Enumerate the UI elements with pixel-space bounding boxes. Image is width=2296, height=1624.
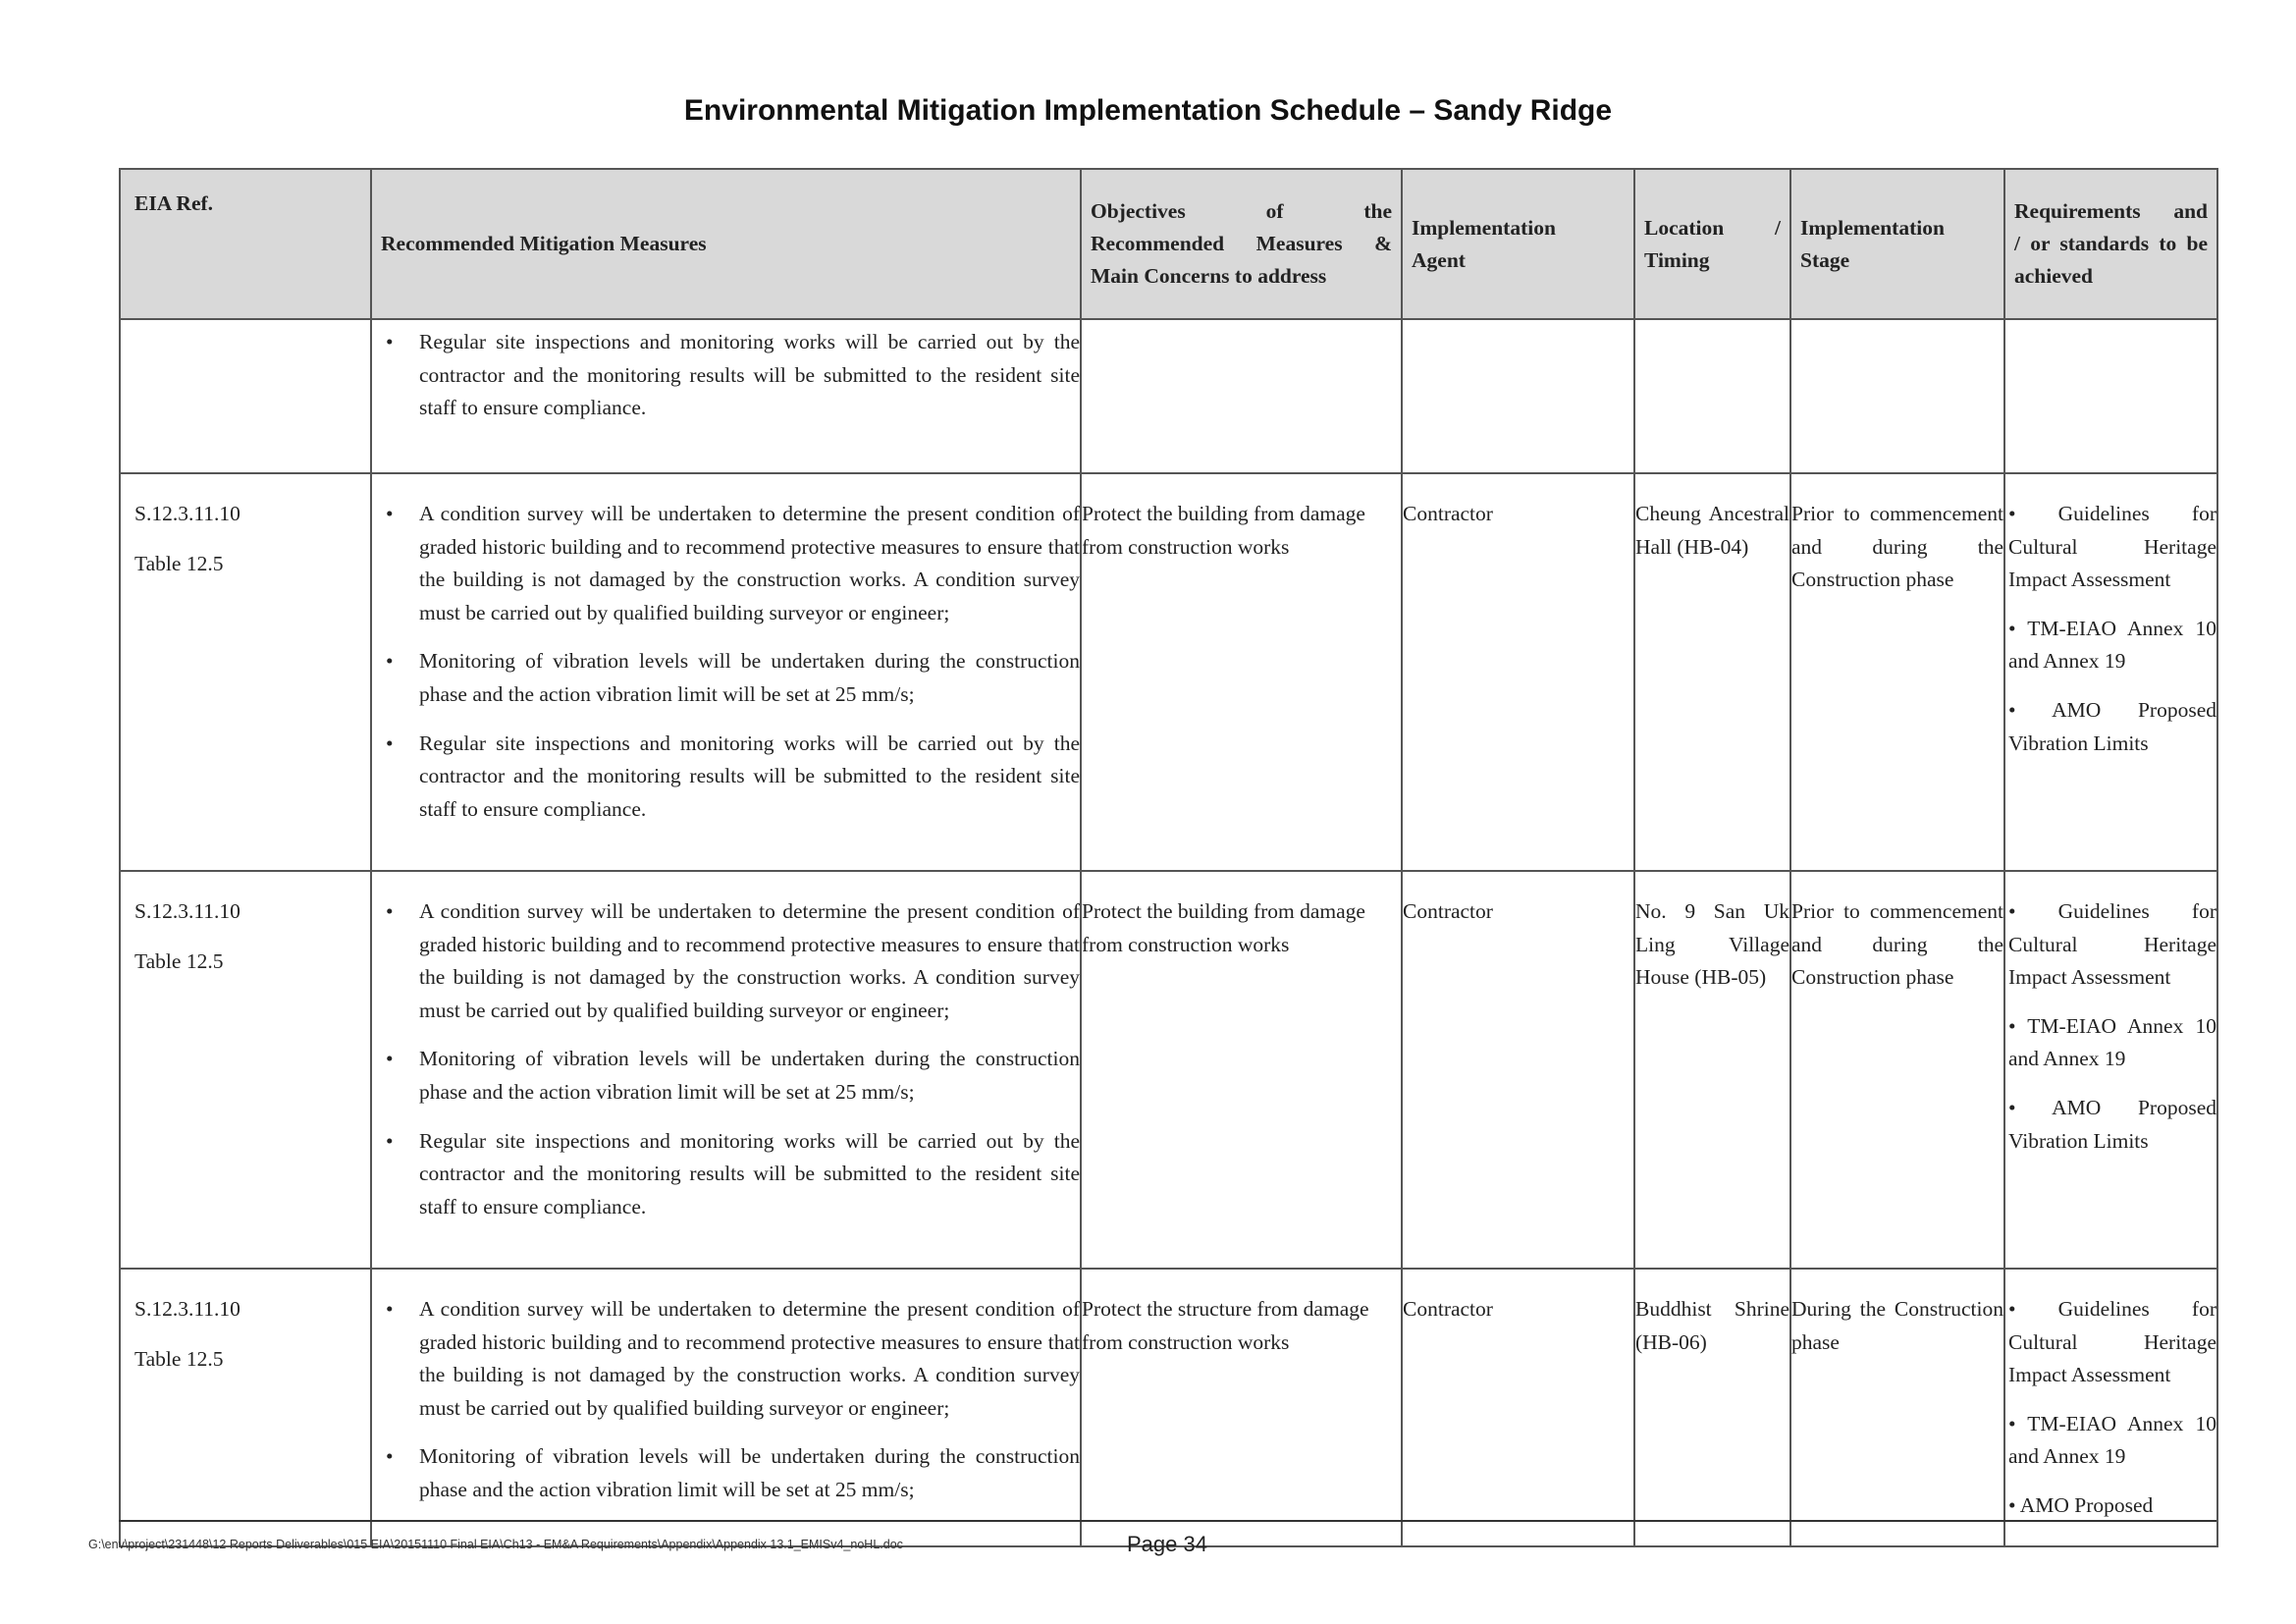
- requirement-item: • AMO Proposed Vibration Limits: [2008, 1095, 2216, 1153]
- stage-text: During the Construction phase: [1791, 1297, 2003, 1354]
- cell-eia-ref: [120, 319, 371, 473]
- header-stage-line: Stage: [1800, 247, 1850, 272]
- cell-objectives: [1081, 1269, 1402, 1546]
- header-stage-line: Implementation: [1800, 215, 1945, 240]
- header-objectives: [1081, 169, 1402, 319]
- page-number: Page 34: [1127, 1532, 1207, 1556]
- cell-eia-ref: [120, 871, 371, 1269]
- header-objectives-line: Main Concerns to address: [1091, 264, 1327, 288]
- mitigation-schedule-table: [119, 168, 2218, 1547]
- cell-stage: [1790, 871, 2004, 1269]
- table-row: [120, 319, 2217, 473]
- measure-item: • A condition survey will be undertaken to determine the present condition of graded historic building and to recommend protective measures to ensure that the building is not damaged by the construction works. A condition survey must be carried out by qualified building surveyor or engineer;: [419, 1293, 1080, 1425]
- footer-file-path: G:\env\project\231448\12 Reports Deliverables\015 EIA\20151110 Final EIA\Ch13 - EM&A Requirements\Appendix\Appendix 13.1_EMISv4_noHL.doc: [88, 1538, 903, 1551]
- measure-item: • Monitoring of vibration levels will be undertaken during the construction phase and the action vibration limit will be set at 25 mm/s;: [419, 645, 1080, 711]
- requirement-item: • TM-EIAO Annex 10 and Annex 19: [2008, 616, 2216, 674]
- measure-item: • Monitoring of vibration levels will be undertaken during the construction phase and the action vibration limit will be set at 25 mm/s;: [419, 1043, 1080, 1109]
- header-stage: [1790, 169, 2004, 319]
- page-title: Environmental Mitigation Implementation Schedule – Sandy Ridge: [683, 94, 1613, 127]
- header-location-line: Location /: [1644, 215, 1781, 240]
- requirement-item: • TM-EIAO Annex 10 and Annex 19: [2008, 1411, 2216, 1469]
- cell-agent: [1402, 473, 1634, 871]
- requirement-item: • Guidelines for Cultural Heritage Impact Assessment: [2008, 1297, 2216, 1387]
- cell-agent: [1402, 871, 1634, 1269]
- measure-item: • A condition survey will be undertaken to determine the present condition of graded historic building and to recommend protective measures to ensure that the building is not damaged by the construction works. A condition survey must be carried out by qualified building surveyor or engineer;: [419, 895, 1080, 1027]
- section-ref: S.12.3.11.10: [134, 899, 240, 923]
- agent-text: Contractor: [1403, 1297, 1493, 1321]
- measure-item: • Regular site inspections and monitoring works will be carried out by the contractor and the monitoring results will be submitted to the resident site staff to ensure compliance.: [419, 728, 1080, 827]
- table-ref: Table 12.5: [134, 1346, 224, 1371]
- agent-text: Contractor: [1403, 899, 1493, 923]
- header-requirements-line: / or standards to be: [2014, 232, 2208, 255]
- cell-measures: [371, 319, 1081, 473]
- cell-eia-ref: [120, 473, 371, 871]
- table-ref: Table 12.5: [134, 551, 224, 575]
- header-requirements-line: Requirements and: [2014, 199, 2208, 223]
- measure-item: • Monitoring of vibration levels will be undertaken during the construction phase and the action vibration limit will be set at 25 mm/s;: [419, 1440, 1080, 1506]
- header-objectives-line: Objectives of the: [1091, 199, 1392, 223]
- cell-objectives: [1081, 319, 1402, 473]
- table-header: [120, 169, 2217, 319]
- header-location: [1634, 169, 1790, 319]
- cell-stage: [1790, 319, 2004, 473]
- cell-requirements: [2004, 871, 2217, 1269]
- cell-measures: [371, 473, 1081, 871]
- location-text: Cheung Ancestral Hall (HB-04): [1635, 502, 1789, 559]
- header-agent-line: Agent: [1412, 247, 1466, 272]
- header-agent-line: Implementation: [1412, 215, 1556, 240]
- measure-item: • A condition survey will be undertaken to determine the present condition of graded historic building and to recommend protective measures to ensure that the building is not damaged by the construction works. A condition survey must be carried out by qualified building surveyor or engineer;: [419, 498, 1080, 629]
- requirement-item: • AMO Proposed Vibration Limits: [2008, 697, 2216, 755]
- location-text: No. 9 San Uk Ling Village House (HB-05): [1635, 899, 1789, 990]
- requirement-item: • AMO Proposed: [2008, 1492, 2154, 1517]
- header-requirements: [2004, 169, 2217, 319]
- requirement-item: • TM-EIAO Annex 10 and Annex 19: [2008, 1013, 2216, 1071]
- header-location-line: Timing: [1644, 247, 1710, 272]
- cell-location: [1634, 1269, 1790, 1546]
- cell-requirements: [2004, 319, 2217, 473]
- cell-agent: [1402, 319, 1634, 473]
- cell-stage: [1790, 1269, 2004, 1546]
- stage-text: Prior to commencement and during the Construction phase: [1791, 899, 2003, 990]
- objectives-text: Protect the building from damage from construction works: [1082, 899, 1365, 956]
- header-agent: [1402, 169, 1634, 319]
- section-ref: S.12.3.11.10: [134, 502, 240, 525]
- table-row: [120, 871, 2217, 1269]
- objectives-text: Protect the structure from damage from construction works: [1082, 1297, 1369, 1354]
- cell-location: [1634, 871, 1790, 1269]
- cell-stage: [1790, 473, 2004, 871]
- location-text: Buddhist Shrine (HB-06): [1635, 1297, 1789, 1354]
- header-requirements-line: achieved: [2014, 264, 2094, 288]
- cell-location: [1634, 319, 1790, 473]
- table-row: [120, 1269, 2217, 1546]
- requirement-item: • Guidelines for Cultural Heritage Impact Assessment: [2008, 502, 2216, 592]
- agent-text: Contractor: [1403, 502, 1493, 525]
- table-ref: Table 12.5: [134, 948, 224, 973]
- objectives-text: Protect the building from damage from construction works: [1082, 502, 1365, 559]
- cell-measures: [371, 871, 1081, 1269]
- header-objectives-line: Recommended Measures &: [1091, 232, 1392, 255]
- cell-requirements: [2004, 473, 2217, 871]
- section-ref: S.12.3.11.10: [134, 1297, 240, 1321]
- cell-requirements: [2004, 1269, 2217, 1546]
- cell-measures: [371, 1269, 1081, 1546]
- header-eia-ref: EIA Ref.: [120, 169, 371, 319]
- cell-objectives: [1081, 473, 1402, 871]
- cell-location: [1634, 473, 1790, 871]
- cell-agent: [1402, 1269, 1634, 1546]
- measure-item: • Regular site inspections and monitoring works will be carried out by the contractor and the monitoring results will be submitted to the resident site staff to ensure compliance.: [419, 1125, 1080, 1224]
- stage-text: Prior to commencement and during the Construction phase: [1791, 502, 2003, 592]
- header-measures: Recommended Mitigation Measures: [371, 169, 1081, 319]
- requirement-item: • Guidelines for Cultural Heritage Impact Assessment: [2008, 899, 2216, 990]
- footer-rule: [119, 1520, 2216, 1522]
- cell-eia-ref: [120, 1269, 371, 1546]
- cell-objectives: [1081, 871, 1402, 1269]
- table-row: [120, 473, 2217, 871]
- measure-item: • Regular site inspections and monitoring works will be carried out by the contractor and the monitoring results will be submitted to the resident site staff to ensure compliance.: [419, 326, 1080, 425]
